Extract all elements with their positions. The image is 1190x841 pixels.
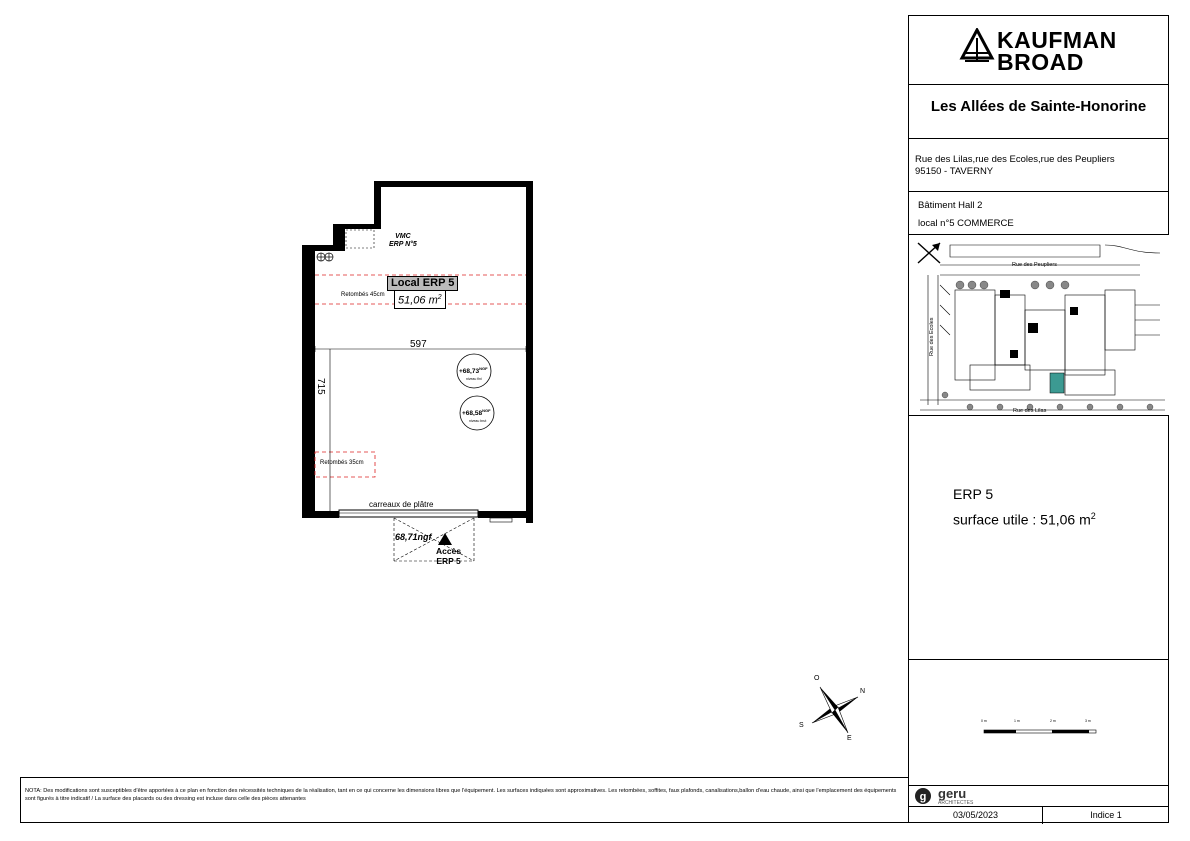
erp-title: ERP 5 [953, 486, 994, 502]
dimension-lines [315, 346, 526, 511]
level-2-value: +68,58 [462, 410, 483, 418]
note-box [20, 777, 908, 823]
room-area [394, 290, 446, 309]
level-2-sub: niveau brut [469, 419, 487, 423]
geru-logo-icon [914, 787, 932, 805]
brand-line2: BROAD [997, 49, 1084, 75]
compass-rose-icon [800, 675, 875, 745]
entry-level-label: 68,71ngf [395, 532, 432, 542]
brand-line1: KAUFMAN [997, 27, 1117, 53]
index-label: Indice 1 [1090, 810, 1122, 820]
project-title: Les Allées de Sainte-Honorine [930, 98, 1147, 115]
note-text [25, 788, 905, 803]
compass-s: S [799, 722, 804, 729]
width-dimension: 597 [410, 339, 427, 350]
street-left-label: Rue des Ecoles [929, 317, 935, 356]
surface-label: surface utile : 51,06 m [953, 511, 1091, 528]
room-area-value: 51,06 m [398, 294, 438, 307]
building-label: Bâtiment Hall 2 [918, 200, 983, 211]
room-name: Local ERP 5 [387, 276, 458, 291]
access-line1: Accès [436, 546, 462, 556]
level-2-sup: NGF [482, 408, 491, 413]
footer-sub: ARCHITECTES [938, 800, 974, 806]
compass-n: N [860, 688, 866, 695]
site-highlight [1050, 373, 1064, 393]
walls [302, 181, 533, 523]
carreaux-label: carreaux de plâtre [369, 500, 434, 509]
compass-o: O [814, 675, 820, 682]
vmc-line1: VMC [395, 233, 411, 240]
level-1-sub: niveau fini [466, 377, 482, 381]
scale-0: 0 m [981, 719, 987, 723]
access-label [436, 546, 461, 566]
scale-1: 1 m [1014, 719, 1020, 723]
retombees-bottom-label: Retombés 35cm [320, 460, 364, 466]
access-arrow-icon [438, 533, 452, 545]
compass-e: E [847, 735, 852, 742]
street-top-label: Rue des Peupliers [1012, 262, 1057, 268]
retombees-top-label: Retombés 45cm [341, 292, 385, 298]
street-bottom-label: Rue des Lilas [1013, 408, 1047, 414]
height-dimension: 715 [315, 378, 326, 395]
date-label: 03/05/2023 [952, 810, 999, 820]
vmc-label [389, 233, 417, 249]
address-line1: Rue des Lilas,rue des Ecoles,rue des Peupliers [915, 154, 1115, 165]
level-1-value: +68,73 [459, 368, 480, 376]
address-line2: 95150 - TAVERNY [915, 166, 994, 177]
level-marker-1 [459, 366, 488, 375]
lot-label: local n°5 COMMERCE [918, 218, 1014, 229]
level-1-sup: NGF [479, 366, 488, 371]
erp-surface [953, 511, 1096, 528]
kaufman-broad-logo-icon [959, 28, 995, 64]
footer-brand: geru [938, 786, 967, 801]
scale-3: 3 m [1085, 719, 1091, 723]
access-line2: ERP 5 [436, 556, 461, 566]
surface-exp: 2 [1090, 511, 1096, 521]
vmc-line2: ERP N°5 [389, 241, 417, 248]
brand-logo [909, 16, 1168, 84]
note-body: Des modifications sont susceptibles d'être apportées à ce plan en fonction des nécessités techniques de la réalisation, tant en ce qui concerne les dimensions libres que l'équipement. Les surfaces indiquées sont approximatives. Les retombées, soffites, faux plafonds, canalisations,ballon d'eau chaude, ainsi que l'emplacement des équipements sont figurés à titre indicatif / La surface des placards ou des dressing est incluse dans celle des pièces attenantes [25, 788, 897, 802]
svg-text:g: g [919, 791, 927, 803]
room-area-exp: 2 [437, 294, 442, 301]
note-label: NOTA: [25, 788, 42, 794]
scale-2: 2 m [1050, 719, 1056, 723]
title-block [908, 15, 1169, 823]
vmc-symbol [317, 253, 333, 261]
level-marker-2 [462, 408, 491, 417]
scale-bar [983, 726, 1098, 738]
